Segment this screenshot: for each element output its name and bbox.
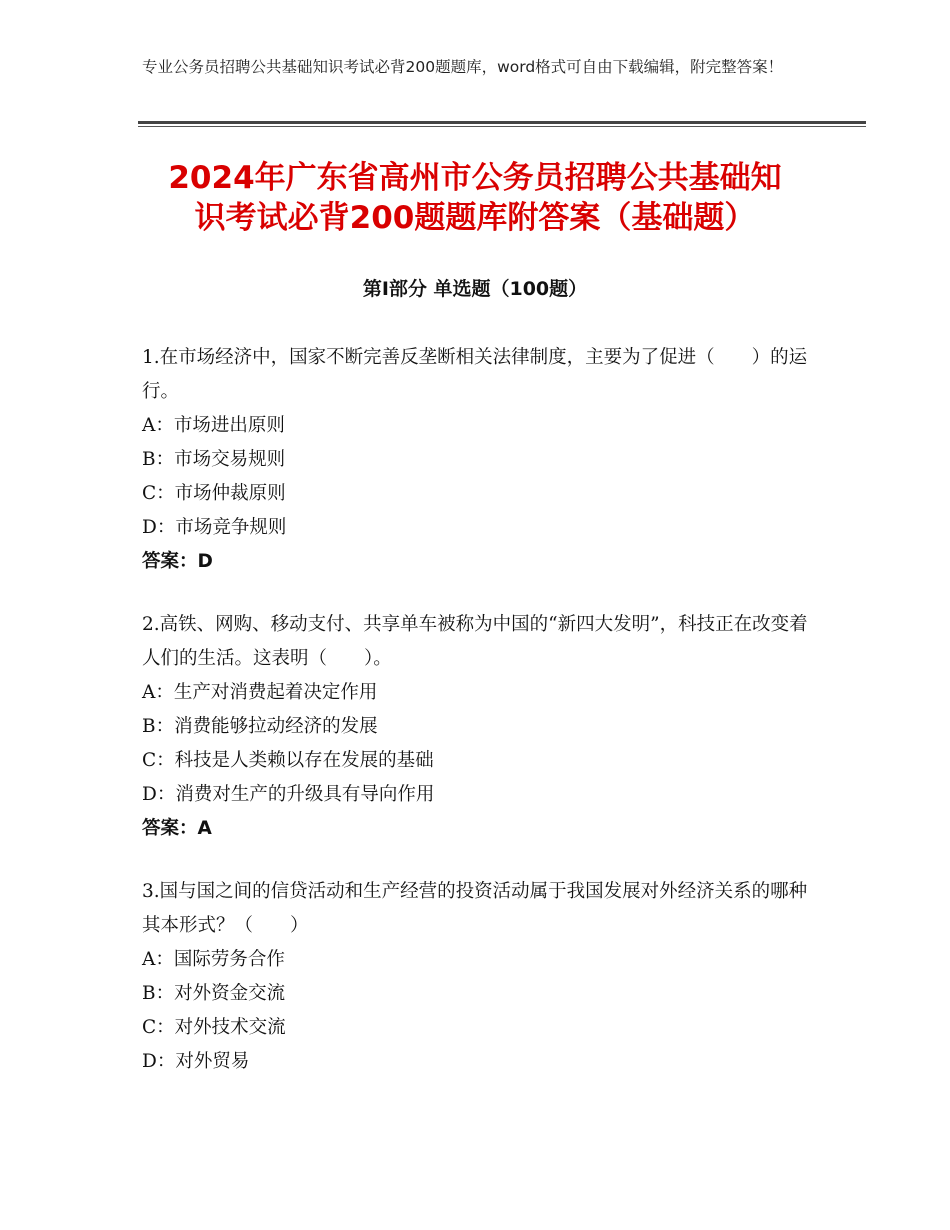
question-option-d: D：市场竞争规则 — [142, 517, 287, 538]
question-option-b: B：消费能够拉动经济的发展 — [142, 716, 378, 737]
question-stem: 3.国与国之间的信贷活动和生产经营的投资活动属于我国发展对外经济关系的哪种其本形式？（ ） — [142, 881, 808, 936]
header-note: 专业公务员招聘公共基础知识考试必背200题题库，word格式可自由下载编辑，附完整答案！ — [142, 58, 784, 76]
question-option-b: B：对外资金交流 — [142, 983, 286, 1004]
document-title — [100, 158, 850, 238]
section-title: 第Ⅰ部分 单选题（100题） — [362, 278, 588, 300]
question-stem: 2.高铁、网购、移动支付、共享单车被称为中国的“新四大发明”，科技正在改变着人们的生活。这表明（ ）。 — [142, 614, 808, 669]
question-option-c: C：科技是人类赖以存在发展的基础 — [142, 750, 434, 771]
question-3 — [142, 875, 822, 1079]
question-option-a: A：市场进出原则 — [142, 415, 285, 436]
question-option-b: B：市场交易规则 — [142, 449, 286, 470]
question-option-d: D：消费对生产的升级具有导向作用 — [142, 784, 435, 805]
document-title-line-2: 识考试必背200题题库附答案（基础题） — [194, 200, 756, 236]
question-2 — [142, 608, 822, 846]
question-stem: 1.在市场经济中，国家不断完善反垄断相关法律制度，主要为了促进（ ）的运行。 — [142, 347, 808, 402]
question-option-d: D：对外贸易 — [142, 1051, 250, 1072]
question-list — [142, 341, 822, 1108]
question-answer: 答案：A — [142, 818, 212, 839]
document-title-line-1: 2024年广东省高州市公务员招聘公共基础知 — [168, 160, 782, 196]
question-option-a: A：国际劳务合作 — [142, 949, 285, 970]
question-option-c: C：市场仲裁原则 — [142, 483, 286, 504]
header-divider-thick — [138, 121, 866, 124]
header-divider-thin — [138, 126, 866, 127]
question-1 — [142, 341, 822, 579]
question-option-a: A：生产对消费起着决定作用 — [142, 682, 378, 703]
question-option-c: C：对外技术交流 — [142, 1017, 286, 1038]
question-answer: 答案：D — [142, 551, 213, 572]
